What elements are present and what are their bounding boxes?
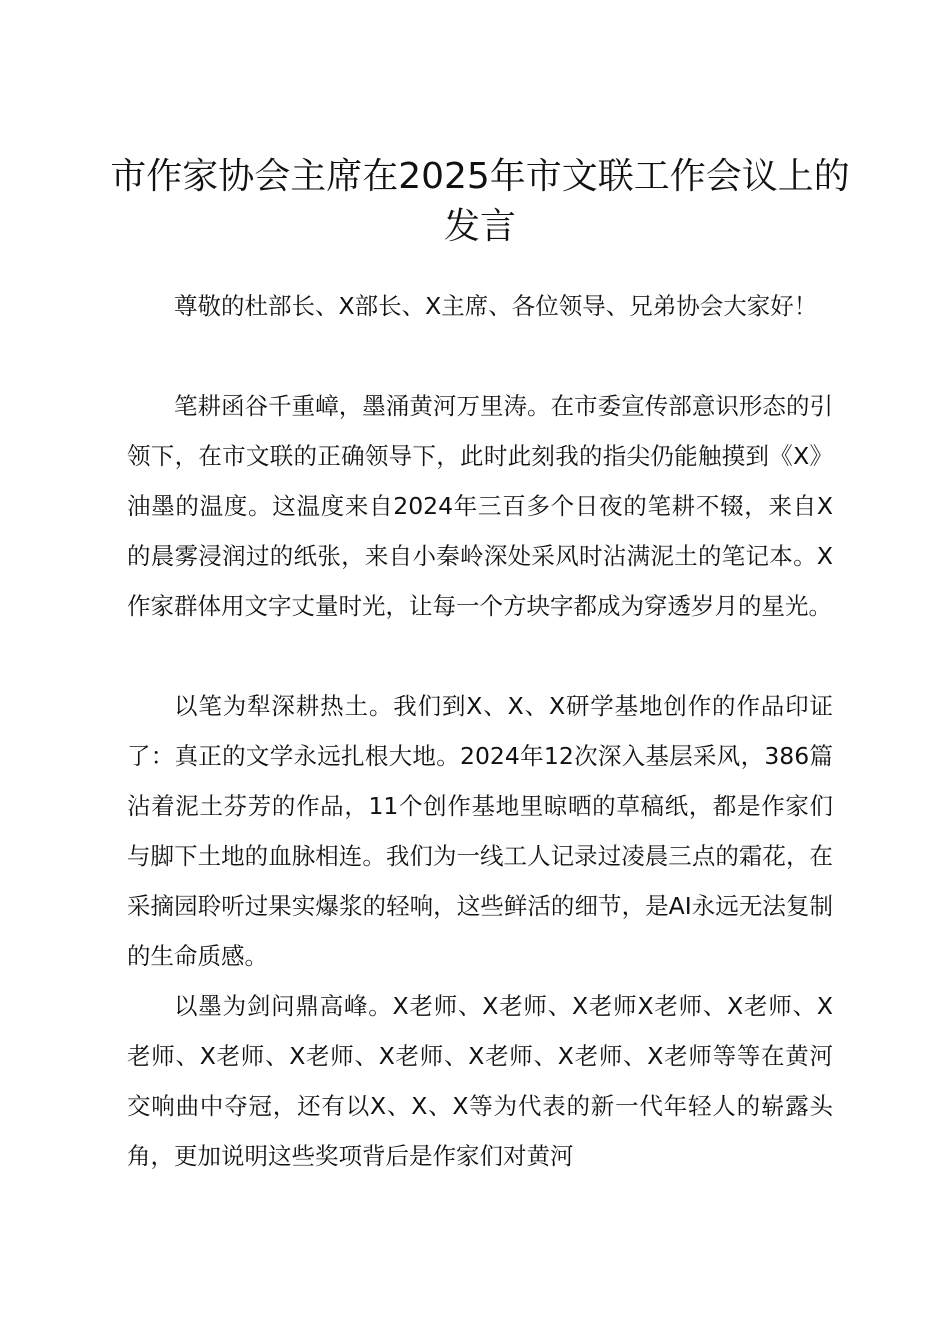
- paragraph-greeting: 尊敬的杜部长、X部长、X主席、各位领导、兄弟协会大家好！: [174, 292, 818, 320]
- paragraph-opening: 笔耕函谷千重嶂，墨涌黄河万里涛。在市委宣传部意识形态的引领下，在市文联的正确领导下，此时此刻我的指尖仍能触摸到《X》油墨的温度。这温度来自2024年三百多个日夜的笔耕不辍，来自X的晨雾浸润过的纸张，来自小秦岭深处采风时沾满泥土的笔记本。X作家群体用文字丈量时光，让每一个方块字都成为穿透岁月的星光。: [127, 392, 833, 620]
- document-title: 市作家协会主席在2025年市文联工作会议上的发言: [110, 156, 850, 247]
- paragraph-ink-as-sword: 以墨为剑问鼎高峰。X老师、X老师、X老师X老师、X老师、X老师、X老师、X老师、X老师、X老师、X老师、X老师等等在黄河交响曲中夺冠，还有以X、X、X等为代表的新一代年轻人的崭露头角，更加说明这些奖项背后是作家们对黄河: [127, 992, 833, 1170]
- paragraph-pen-as-plough: 以笔为犁深耕热土。我们到X、X、X研学基地创作的作品印证了：真正的文学永远扎根大地。2024年12次深入基层采风，386篇沾着泥土芬芳的作品，11个创作基地里晾晒的草稿纸，都是作家们与脚下土地的血脉相连。我们为一线工人记录过凌晨三点的霜花，在采摘园聆听过果实爆浆的轻响，这些鲜活的细节，是AI永远无法复制的生命质感。: [127, 692, 833, 970]
